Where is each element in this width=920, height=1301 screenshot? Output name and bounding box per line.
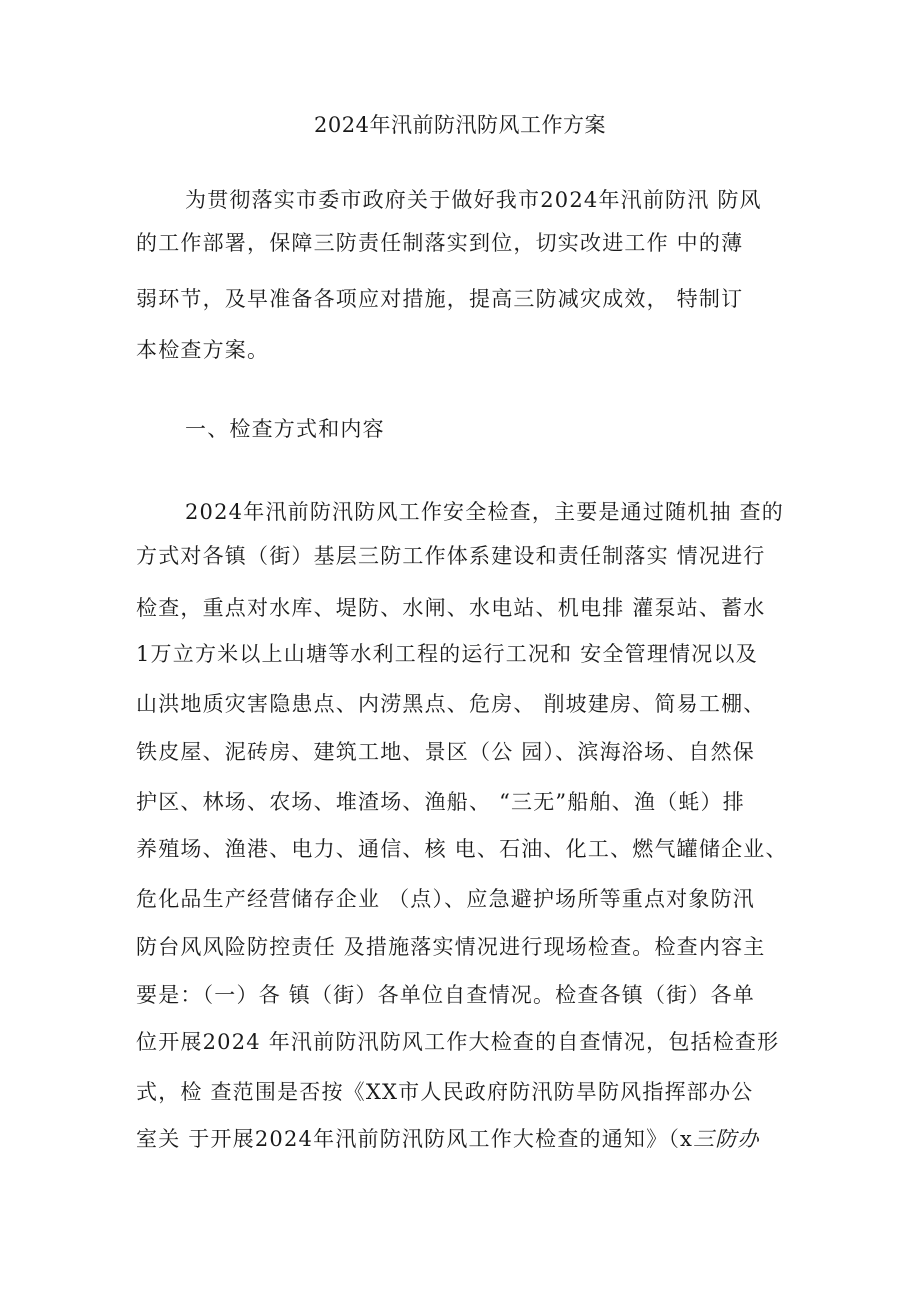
body-line: 位开展2024 年汛前防汛防风工作大检查的自查情况，包括检查形 (136, 1030, 780, 1054)
intro-line: 本检查方案。 (136, 338, 270, 362)
body-line: 山洪地质灾害隐患点、内涝黑点、危房、 削坡建房、简易工棚、 (136, 692, 766, 716)
body-line: 护区、林场、农场、堆渣场、渔船、 “三无”船舶、渔（蚝）排 (136, 790, 745, 814)
document-title: 2024年汛前防汛防风工作方案 (314, 113, 606, 137)
body-line: 要是：（一）各 镇（街）各单位自查情况。检查各镇（街）各单 (136, 983, 755, 1007)
intro-line: 为贯彻落实市委市政府关于做好我市2024年汛前防汛 防风 (185, 188, 762, 212)
body-line: 1万立方米以上山塘等水利工程的运行工况和 安全管理情况以及 (136, 642, 758, 666)
intro-line: 弱环节，及早准备各项应对措施，提高三防减灾成效， 特制订 (136, 287, 744, 311)
section-heading: 一、检查方式和内容 (185, 417, 385, 441)
body-line-last-tail: 三防办 (693, 1127, 760, 1151)
body-line: 养殖场、渔港、电力、通信、核 电、石油、化工、燃气罐储企业、 (136, 837, 788, 861)
body-line: 方式对各镇（街）基层三防工作体系建设和责任制落实 情况进行 (136, 544, 766, 568)
body-line: 危化品生产经营储存企业 （点）、应急避护场所等重点对象防汛 (136, 887, 755, 911)
body-line: 铁皮屋、泥砖房、建筑工地、景区（公 园）、滨海浴场、自然保 (136, 740, 755, 764)
body-line: 2024年汛前防汛防风工作安全检查，主要是通过随机抽 查的 (185, 500, 784, 524)
body-line: 式，检 查范围是否按《XX市人民政府防汛防旱防风指挥部办公 (136, 1080, 754, 1104)
body-line: 防台风风险防控责任 及措施落实情况进行现场检查。检查内容主 (136, 935, 766, 959)
body-line-last (136, 1124, 760, 1154)
intro-line: 的工作部署，保障三防责任制落实到位，切实改进工作 中的薄 (136, 231, 744, 255)
body-line-last-main: 室关 于开展2024年汛前防汛防风工作大检查的通知》（x (136, 1127, 694, 1151)
body-line: 检查，重点对水库、堤防、水闸、水电站、机电排 灌泵站、蓄水 (136, 596, 766, 620)
